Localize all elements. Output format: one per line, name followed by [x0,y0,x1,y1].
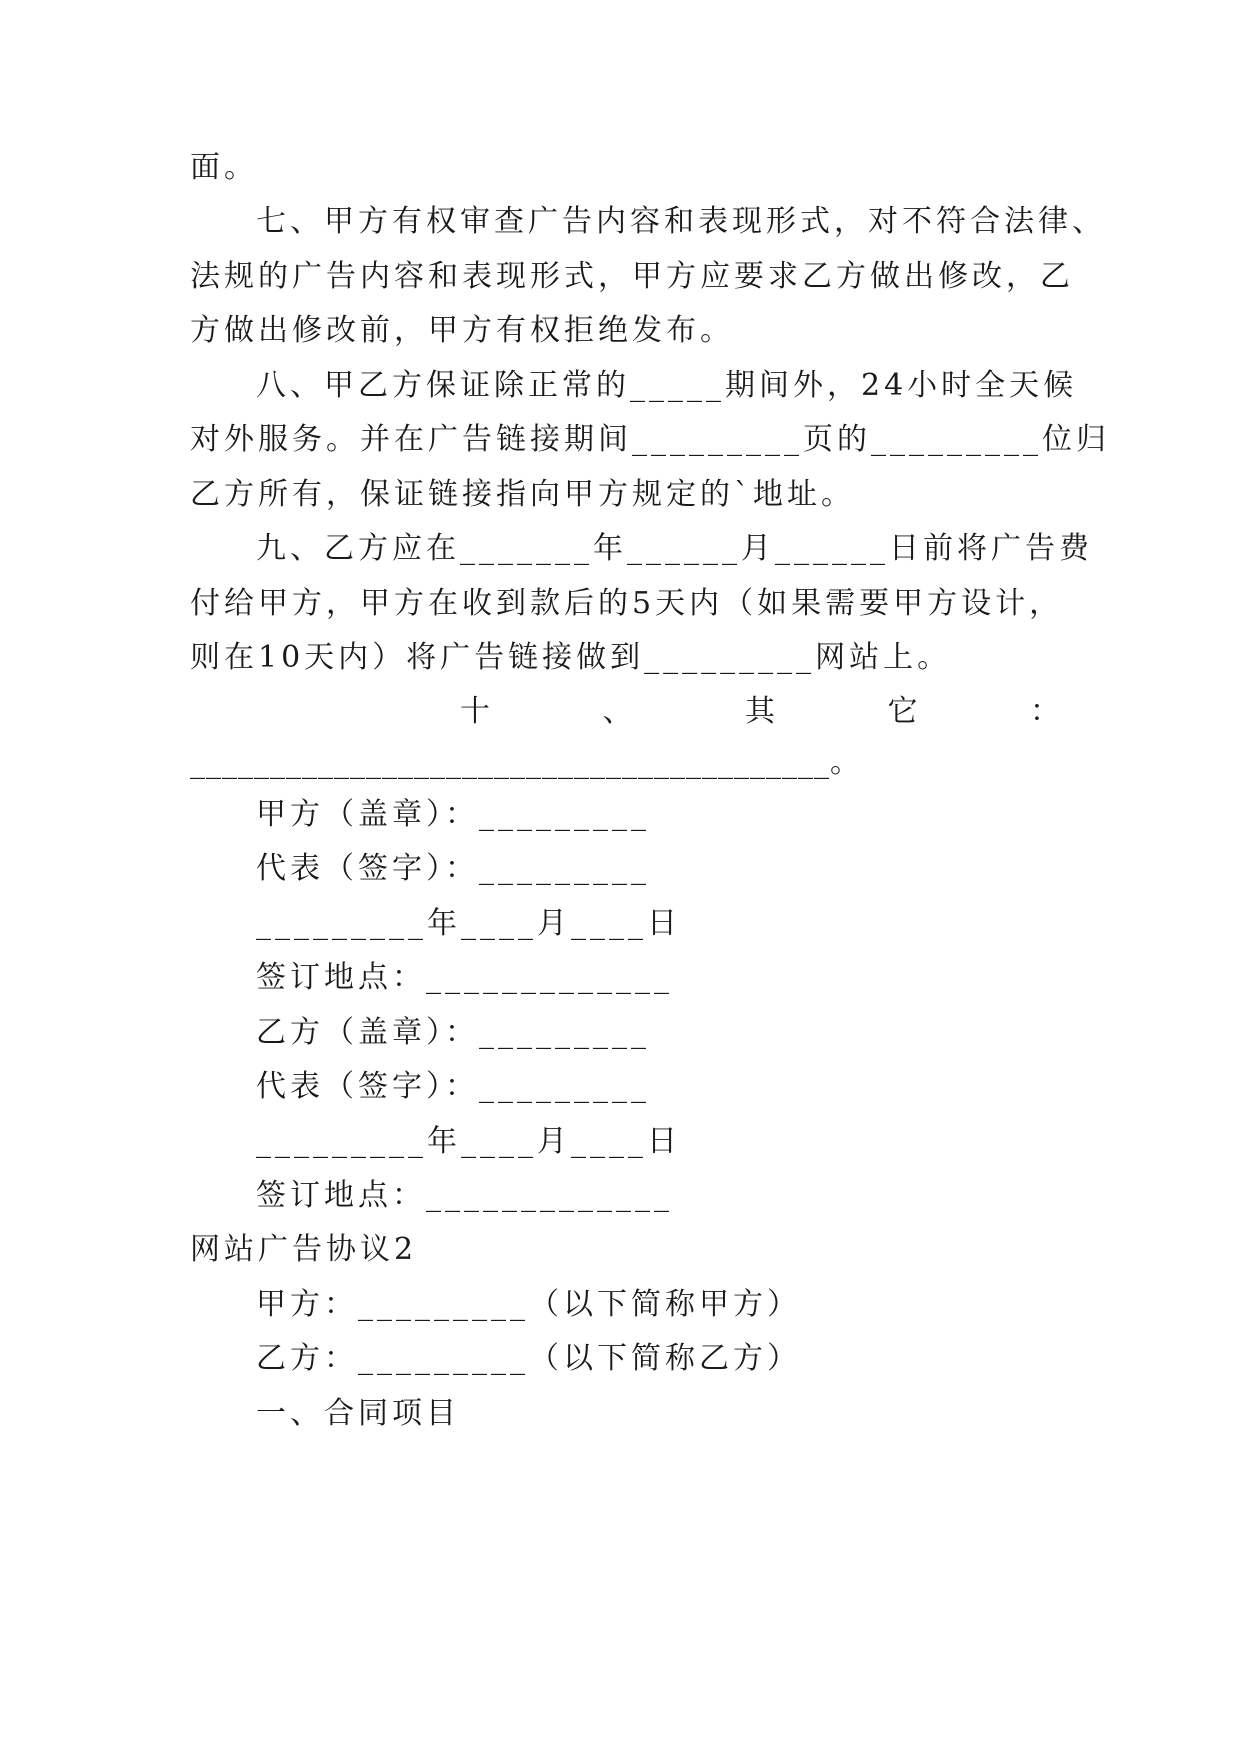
clause-char: 它 [887,694,918,729]
party-a-place: 签订地点：_____________ [256,960,673,995]
text-line: 付给甲方，甲方在收到款后的5天内（如果需要甲方设计， [190,586,1064,621]
clause-char: 其 [745,694,775,729]
clause-char: 、 [602,694,633,729]
text-line: 八、甲乙方保证除正常的_____期间外，24小时全天候 [256,368,1078,403]
text-line: 面。 [190,150,258,185]
contract-item-heading: 一、合同项目 [256,1396,460,1431]
section-title: 网站广告协议2 [190,1232,418,1267]
clause-char: ： [1030,694,1060,729]
clause-ten-heading [460,692,1060,732]
party-a-seal: 甲方（盖章）：_________ [256,797,650,832]
party-a-date: _________年____月____日 [256,906,681,941]
blank-line: ________________________________________。 [190,745,861,780]
text-line: 法规的广告内容和表现形式，甲方应要求乙方做出修改，乙 [190,259,1074,294]
party-b-seal: 乙方（盖章）：_________ [256,1015,650,1050]
text-line: 对外服务。并在广告链接期间_________页的_________位归 [190,422,1110,457]
party-b-line: 乙方：_________（以下简称乙方） [256,1341,801,1376]
text-line: 九、乙方应在_______年______月______日前将广告费 [256,531,1093,566]
text-line: 则在10天内）将广告链接做到_________网站上。 [190,640,952,675]
text-line: 方做出修改前，甲方有权拒绝发布。 [190,313,734,348]
party-b-rep: 代表（签字）：_________ [256,1069,650,1104]
text-line: 乙方所有，保证链接指向甲方规定的`地址。 [190,477,855,512]
text-line: 七、甲方有权审查广告内容和表现形式，对不符合法律、 [256,204,1106,239]
clause-char: 十 [460,694,490,729]
party-a-line: 甲方：_________（以下简称甲方） [256,1287,801,1322]
party-b-date: _________年____月____日 [256,1124,681,1159]
party-b-place: 签订地点：_____________ [256,1178,673,1213]
party-a-rep: 代表（签字）：_________ [256,851,650,886]
